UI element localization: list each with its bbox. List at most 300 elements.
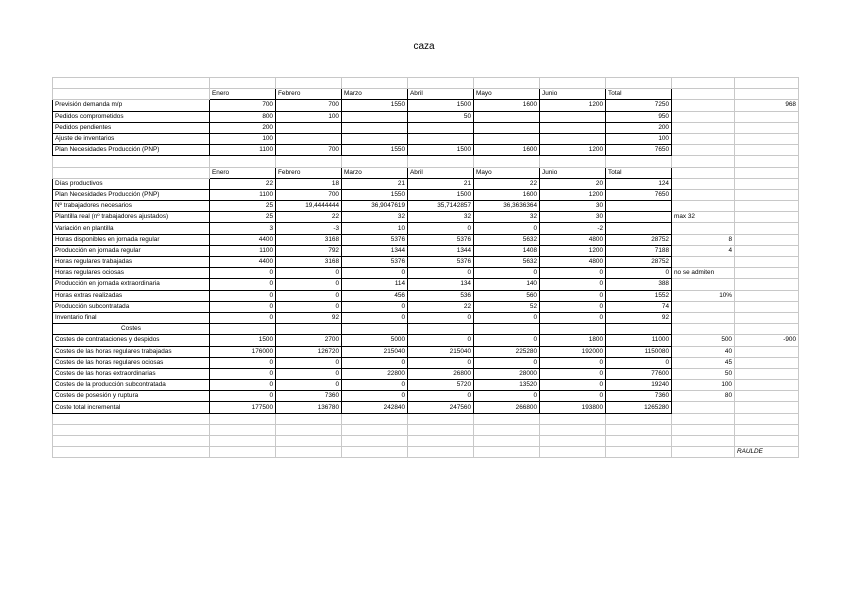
value-cell[interactable]: 3168 <box>276 257 342 268</box>
value-cell[interactable] <box>735 268 799 279</box>
value-cell[interactable]: 100 <box>210 133 276 144</box>
value-cell[interactable]: 30 <box>540 212 606 223</box>
value-cell[interactable]: 0 <box>210 312 276 323</box>
value-cell[interactable]: 35,7142857 <box>408 201 474 212</box>
value-cell[interactable]: 100 <box>672 380 735 391</box>
value-cell[interactable]: 388 <box>606 279 672 290</box>
value-cell[interactable]: 32 <box>342 212 408 223</box>
empty-cell[interactable] <box>672 324 735 335</box>
empty-cell[interactable] <box>606 78 672 89</box>
value-cell[interactable]: 4800 <box>540 257 606 268</box>
value-cell[interactable]: 0 <box>276 301 342 312</box>
value-cell[interactable] <box>672 301 735 312</box>
empty-cell[interactable] <box>672 436 735 447</box>
row-label-cell[interactable]: Variación en plantilla <box>53 223 210 234</box>
empty-cell[interactable] <box>53 78 210 89</box>
value-cell[interactable]: 11000 <box>606 335 672 346</box>
value-cell[interactable]: 36,3636364 <box>474 201 540 212</box>
value-cell[interactable]: 25 <box>210 201 276 212</box>
value-cell[interactable] <box>672 111 735 122</box>
value-cell[interactable]: 0 <box>474 335 540 346</box>
value-cell[interactable]: 536 <box>408 290 474 301</box>
value-cell[interactable] <box>672 100 735 111</box>
column-header-cell[interactable] <box>735 89 799 100</box>
value-cell[interactable]: 0 <box>408 312 474 323</box>
value-cell[interactable]: 1200 <box>540 245 606 256</box>
value-cell[interactable]: 1500 <box>210 335 276 346</box>
row-label-cell[interactable]: Previsión demanda m/p <box>53 100 210 111</box>
row-label-cell[interactable]: Nº trabajadores necesarios <box>53 201 210 212</box>
row-label-cell[interactable]: Costes de las horas regulares trabajadas <box>53 346 210 357</box>
empty-cell[interactable] <box>606 156 672 167</box>
value-cell[interactable]: 1200 <box>540 189 606 200</box>
value-cell[interactable] <box>276 133 342 144</box>
empty-cell[interactable] <box>408 424 474 435</box>
value-cell[interactable]: 52 <box>474 301 540 312</box>
empty-cell[interactable] <box>540 436 606 447</box>
value-cell[interactable] <box>735 189 799 200</box>
value-cell[interactable]: 1200 <box>540 145 606 156</box>
value-cell[interactable]: 1550 <box>342 189 408 200</box>
row-label-cell[interactable]: Coste total incremental <box>53 402 210 413</box>
value-cell[interactable]: 7360 <box>276 391 342 402</box>
value-cell[interactable] <box>735 402 799 413</box>
value-cell[interactable] <box>408 133 474 144</box>
value-cell[interactable] <box>735 312 799 323</box>
empty-cell[interactable] <box>735 78 799 89</box>
empty-cell[interactable] <box>735 436 799 447</box>
value-cell[interactable]: 215040 <box>342 346 408 357</box>
value-cell[interactable]: no se admiten <box>672 268 735 279</box>
value-cell[interactable]: 1344 <box>342 245 408 256</box>
empty-cell[interactable] <box>735 424 799 435</box>
value-cell[interactable]: 4 <box>672 245 735 256</box>
column-header-cell[interactable] <box>672 167 735 178</box>
value-cell[interactable]: 1344 <box>408 245 474 256</box>
value-cell[interactable]: 1408 <box>474 245 540 256</box>
column-header-cell[interactable]: Mayo <box>474 89 540 100</box>
value-cell[interactable]: 0 <box>474 312 540 323</box>
empty-cell[interactable] <box>276 436 342 447</box>
value-cell[interactable] <box>735 346 799 357</box>
value-cell[interactable]: 0 <box>606 357 672 368</box>
row-label-cell[interactable]: Costes de la producción subcontratada <box>53 380 210 391</box>
empty-cell[interactable] <box>540 424 606 435</box>
empty-cell[interactable] <box>474 447 540 458</box>
value-cell[interactable] <box>672 122 735 133</box>
value-cell[interactable]: 0 <box>210 279 276 290</box>
value-cell[interactable] <box>735 279 799 290</box>
empty-cell[interactable] <box>53 413 210 424</box>
empty-cell[interactable] <box>606 447 672 458</box>
empty-cell[interactable] <box>53 436 210 447</box>
value-cell[interactable]: 0 <box>342 357 408 368</box>
value-cell[interactable]: 8 <box>672 234 735 245</box>
empty-cell[interactable] <box>53 156 210 167</box>
value-cell[interactable]: 100 <box>276 111 342 122</box>
value-cell[interactable]: 792 <box>276 245 342 256</box>
value-cell[interactable] <box>735 111 799 122</box>
value-cell[interactable]: 50 <box>672 368 735 379</box>
value-cell[interactable]: 22 <box>408 301 474 312</box>
value-cell[interactable]: 50 <box>408 111 474 122</box>
column-header-cell[interactable]: Total <box>606 167 672 178</box>
value-cell[interactable] <box>735 133 799 144</box>
column-header-cell[interactable]: Marzo <box>342 89 408 100</box>
value-cell[interactable]: 32 <box>408 212 474 223</box>
value-cell[interactable]: 1100 <box>210 189 276 200</box>
row-label-cell[interactable]: Producción en jornada extraordinaria <box>53 279 210 290</box>
value-cell[interactable] <box>735 301 799 312</box>
column-header-cell[interactable]: Marzo <box>342 167 408 178</box>
value-cell[interactable]: 4400 <box>210 257 276 268</box>
value-cell[interactable] <box>408 122 474 133</box>
empty-cell[interactable] <box>210 424 276 435</box>
value-cell[interactable] <box>735 201 799 212</box>
value-cell[interactable]: 19,4444444 <box>276 201 342 212</box>
value-cell[interactable]: 700 <box>276 189 342 200</box>
empty-cell[interactable] <box>210 447 276 458</box>
value-cell[interactable]: 242840 <box>342 402 408 413</box>
value-cell[interactable]: 10 <box>342 223 408 234</box>
value-cell[interactable]: 0 <box>342 301 408 312</box>
value-cell[interactable]: 92 <box>606 312 672 323</box>
value-cell[interactable]: 13520 <box>474 380 540 391</box>
value-cell[interactable]: 266800 <box>474 402 540 413</box>
value-cell[interactable]: 22 <box>474 178 540 189</box>
value-cell[interactable] <box>735 178 799 189</box>
value-cell[interactable] <box>672 257 735 268</box>
value-cell[interactable] <box>735 122 799 133</box>
column-header-cell[interactable] <box>672 89 735 100</box>
value-cell[interactable]: 0 <box>474 391 540 402</box>
value-cell[interactable] <box>672 189 735 200</box>
empty-cell[interactable] <box>540 413 606 424</box>
value-cell[interactable]: 45 <box>672 357 735 368</box>
row-label-cell[interactable]: Plan Necesidades Producción (PNP) <box>53 145 210 156</box>
value-cell[interactable]: 0 <box>276 290 342 301</box>
value-cell[interactable] <box>735 145 799 156</box>
value-cell[interactable]: 4400 <box>210 234 276 245</box>
value-cell[interactable]: 1150080 <box>606 346 672 357</box>
empty-cell[interactable] <box>408 447 474 458</box>
column-header-cell[interactable]: Abril <box>408 167 474 178</box>
row-label-cell[interactable]: Ajuste de inventarios <box>53 133 210 144</box>
value-cell[interactable]: 7650 <box>606 189 672 200</box>
column-header-cell[interactable] <box>735 167 799 178</box>
value-cell[interactable]: 7360 <box>606 391 672 402</box>
empty-cell[interactable] <box>672 156 735 167</box>
value-cell[interactable] <box>606 212 672 223</box>
value-cell[interactable] <box>735 357 799 368</box>
empty-cell[interactable] <box>540 156 606 167</box>
empty-cell[interactable] <box>474 156 540 167</box>
value-cell[interactable]: 176000 <box>210 346 276 357</box>
value-cell[interactable]: 0 <box>540 279 606 290</box>
value-cell[interactable]: 1550 <box>342 100 408 111</box>
row-label-cell[interactable]: Plantilla real (nº trabajadores ajustados) <box>53 212 210 223</box>
empty-cell[interactable] <box>606 413 672 424</box>
value-cell[interactable]: 950 <box>606 111 672 122</box>
value-cell[interactable]: 5376 <box>342 257 408 268</box>
value-cell[interactable] <box>606 223 672 234</box>
value-cell[interactable] <box>474 111 540 122</box>
value-cell[interactable] <box>735 212 799 223</box>
value-cell[interactable]: 5632 <box>474 257 540 268</box>
row-label-cell[interactable]: Pedidos comprometidos <box>53 111 210 122</box>
value-cell[interactable]: 20 <box>540 178 606 189</box>
row-label-cell[interactable]: Horas regulares trabajadas <box>53 257 210 268</box>
value-cell[interactable]: 700 <box>276 145 342 156</box>
empty-cell[interactable] <box>735 156 799 167</box>
row-label-cell[interactable]: Costes de las horas regulares ociosas <box>53 357 210 368</box>
value-cell[interactable]: 560 <box>474 290 540 301</box>
value-cell[interactable]: 0 <box>540 290 606 301</box>
value-cell[interactable]: -3 <box>276 223 342 234</box>
value-cell[interactable]: 140 <box>474 279 540 290</box>
value-cell[interactable]: 456 <box>342 290 408 301</box>
value-cell[interactable] <box>606 201 672 212</box>
row-label-cell[interactable]: Horas disponibles en jornada regular <box>53 234 210 245</box>
value-cell[interactable]: 0 <box>342 268 408 279</box>
value-cell[interactable] <box>540 133 606 144</box>
value-cell[interactable]: 1200 <box>540 100 606 111</box>
value-cell[interactable]: 5632 <box>474 234 540 245</box>
empty-cell[interactable] <box>606 424 672 435</box>
empty-cell[interactable] <box>540 324 606 335</box>
value-cell[interactable]: 22 <box>276 212 342 223</box>
value-cell[interactable] <box>342 133 408 144</box>
value-cell[interactable] <box>672 402 735 413</box>
empty-cell[interactable] <box>276 156 342 167</box>
value-cell[interactable]: 3168 <box>276 234 342 245</box>
empty-cell[interactable] <box>474 78 540 89</box>
value-cell[interactable]: 19240 <box>606 380 672 391</box>
value-cell[interactable]: 0 <box>540 391 606 402</box>
value-cell[interactable]: 1500 <box>408 189 474 200</box>
value-cell[interactable]: 28752 <box>606 234 672 245</box>
empty-cell[interactable] <box>474 324 540 335</box>
column-header-cell[interactable]: Junio <box>540 89 606 100</box>
value-cell[interactable]: 1500 <box>408 145 474 156</box>
value-cell[interactable]: 1600 <box>474 100 540 111</box>
column-header-cell[interactable]: Mayo <box>474 167 540 178</box>
value-cell[interactable] <box>672 312 735 323</box>
value-cell[interactable]: 77600 <box>606 368 672 379</box>
empty-cell[interactable] <box>672 447 735 458</box>
value-cell[interactable]: 1265280 <box>606 402 672 413</box>
value-cell[interactable]: 126720 <box>276 346 342 357</box>
empty-cell[interactable] <box>276 413 342 424</box>
value-cell[interactable]: 0 <box>342 312 408 323</box>
empty-cell[interactable] <box>408 78 474 89</box>
value-cell[interactable]: 0 <box>210 357 276 368</box>
value-cell[interactable]: 0 <box>606 268 672 279</box>
empty-cell[interactable] <box>540 78 606 89</box>
value-cell[interactable]: 5376 <box>408 234 474 245</box>
value-cell[interactable]: 500 <box>672 335 735 346</box>
empty-cell[interactable] <box>342 424 408 435</box>
value-cell[interactable]: 1550 <box>342 145 408 156</box>
empty-cell[interactable] <box>672 413 735 424</box>
value-cell[interactable]: 28000 <box>474 368 540 379</box>
value-cell[interactable]: max 32 <box>672 212 735 223</box>
value-cell[interactable] <box>474 122 540 133</box>
value-cell[interactable]: 4800 <box>540 234 606 245</box>
value-cell[interactable]: 36,9047619 <box>342 201 408 212</box>
value-cell[interactable]: 0 <box>276 268 342 279</box>
empty-cell[interactable] <box>342 78 408 89</box>
value-cell[interactable] <box>735 290 799 301</box>
column-header-cell[interactable]: Febrero <box>276 167 342 178</box>
value-cell[interactable]: 0 <box>210 290 276 301</box>
value-cell[interactable]: 225280 <box>474 346 540 357</box>
value-cell[interactable]: 74 <box>606 301 672 312</box>
row-label-cell[interactable] <box>53 89 210 100</box>
value-cell[interactable]: 100 <box>606 133 672 144</box>
value-cell[interactable]: 136780 <box>276 402 342 413</box>
value-cell[interactable]: 1600 <box>474 145 540 156</box>
value-cell[interactable]: 215040 <box>408 346 474 357</box>
value-cell[interactable]: 0 <box>540 268 606 279</box>
empty-cell[interactable] <box>474 424 540 435</box>
value-cell[interactable] <box>735 380 799 391</box>
value-cell[interactable]: 200 <box>210 122 276 133</box>
column-header-cell[interactable]: Febrero <box>276 89 342 100</box>
costs-section-label[interactable]: Costes <box>53 324 210 335</box>
value-cell[interactable] <box>735 391 799 402</box>
empty-cell[interactable] <box>474 413 540 424</box>
empty-cell[interactable] <box>735 413 799 424</box>
row-label-cell[interactable]: Costes de las horas extraordinarias <box>53 368 210 379</box>
value-cell[interactable]: 700 <box>276 100 342 111</box>
value-cell[interactable]: 25 <box>210 212 276 223</box>
value-cell[interactable]: 40 <box>672 346 735 357</box>
empty-cell[interactable] <box>342 413 408 424</box>
row-label-cell[interactable] <box>53 167 210 178</box>
empty-cell[interactable] <box>210 413 276 424</box>
row-label-cell[interactable]: Costes de posesión y ruptura <box>53 391 210 402</box>
value-cell[interactable] <box>672 145 735 156</box>
empty-cell[interactable] <box>408 436 474 447</box>
value-cell[interactable] <box>672 201 735 212</box>
value-cell[interactable]: 800 <box>210 111 276 122</box>
column-header-cell[interactable]: Total <box>606 89 672 100</box>
value-cell[interactable]: 28752 <box>606 257 672 268</box>
value-cell[interactable]: 1100 <box>210 145 276 156</box>
value-cell[interactable]: 0 <box>474 357 540 368</box>
value-cell[interactable]: 114 <box>342 279 408 290</box>
column-header-cell[interactable]: Enero <box>210 167 276 178</box>
empty-cell[interactable] <box>606 436 672 447</box>
value-cell[interactable]: 1500 <box>408 100 474 111</box>
value-cell[interactable]: 22800 <box>342 368 408 379</box>
value-cell[interactable]: 124 <box>606 178 672 189</box>
value-cell[interactable]: 0 <box>540 312 606 323</box>
column-header-cell[interactable]: Abril <box>408 89 474 100</box>
value-cell[interactable]: 7188 <box>606 245 672 256</box>
value-cell[interactable]: 1800 <box>540 335 606 346</box>
empty-cell[interactable] <box>408 413 474 424</box>
empty-cell[interactable] <box>342 156 408 167</box>
value-cell[interactable]: 1100 <box>210 245 276 256</box>
empty-cell[interactable] <box>408 324 474 335</box>
row-label-cell[interactable]: Producción subcontratada <box>53 301 210 312</box>
value-cell[interactable]: 32 <box>474 212 540 223</box>
value-cell[interactable]: 0 <box>210 380 276 391</box>
value-cell[interactable] <box>672 279 735 290</box>
value-cell[interactable]: 5376 <box>342 234 408 245</box>
value-cell[interactable]: 0 <box>408 268 474 279</box>
value-cell[interactable]: -900 <box>735 335 799 346</box>
value-cell[interactable]: 1552 <box>606 290 672 301</box>
value-cell[interactable]: 92 <box>276 312 342 323</box>
value-cell[interactable]: 1600 <box>474 189 540 200</box>
value-cell[interactable] <box>672 133 735 144</box>
value-cell[interactable]: 177500 <box>210 402 276 413</box>
row-label-cell[interactable]: Horas extras realizadas <box>53 290 210 301</box>
empty-cell[interactable] <box>474 436 540 447</box>
empty-cell[interactable] <box>408 156 474 167</box>
value-cell[interactable]: 2700 <box>276 335 342 346</box>
value-cell[interactable]: 0 <box>342 391 408 402</box>
value-cell[interactable]: 18 <box>276 178 342 189</box>
value-cell[interactable]: 0 <box>474 223 540 234</box>
empty-cell[interactable] <box>735 324 799 335</box>
empty-cell[interactable] <box>210 324 276 335</box>
row-label-cell[interactable]: Plan Necesidades Producción (PNP) <box>53 189 210 200</box>
empty-cell[interactable] <box>276 447 342 458</box>
value-cell[interactable]: 30 <box>540 201 606 212</box>
value-cell[interactable]: 22 <box>210 178 276 189</box>
row-label-cell[interactable]: Inventario final <box>53 312 210 323</box>
value-cell[interactable]: 3 <box>210 223 276 234</box>
row-label-cell[interactable]: Horas regulares ociosas <box>53 268 210 279</box>
empty-cell[interactable] <box>276 324 342 335</box>
empty-cell[interactable] <box>53 424 210 435</box>
value-cell[interactable]: 0 <box>540 380 606 391</box>
value-cell[interactable]: 0 <box>276 380 342 391</box>
value-cell[interactable]: 5376 <box>408 257 474 268</box>
empty-cell[interactable] <box>210 78 276 89</box>
value-cell[interactable]: 26800 <box>408 368 474 379</box>
value-cell[interactable]: 0 <box>408 223 474 234</box>
value-cell[interactable]: 0 <box>540 357 606 368</box>
value-cell[interactable]: 21 <box>342 178 408 189</box>
value-cell[interactable]: 0 <box>210 301 276 312</box>
value-cell[interactable]: 10% <box>672 290 735 301</box>
value-cell[interactable]: 21 <box>408 178 474 189</box>
value-cell[interactable]: 0 <box>474 268 540 279</box>
value-cell[interactable]: 0 <box>408 357 474 368</box>
value-cell[interactable]: 0 <box>210 391 276 402</box>
value-cell[interactable] <box>735 234 799 245</box>
value-cell[interactable]: 7650 <box>606 145 672 156</box>
row-label-cell[interactable]: Días productivos <box>53 178 210 189</box>
value-cell[interactable]: 0 <box>276 357 342 368</box>
value-cell[interactable]: 0 <box>276 279 342 290</box>
signature-text[interactable]: RAULDE <box>735 447 799 458</box>
empty-cell[interactable] <box>342 447 408 458</box>
value-cell[interactable]: 5000 <box>342 335 408 346</box>
empty-cell[interactable] <box>210 436 276 447</box>
value-cell[interactable] <box>540 111 606 122</box>
value-cell[interactable] <box>342 122 408 133</box>
value-cell[interactable]: 5720 <box>408 380 474 391</box>
value-cell[interactable]: 700 <box>210 100 276 111</box>
value-cell[interactable] <box>474 133 540 144</box>
value-cell[interactable]: 134 <box>408 279 474 290</box>
